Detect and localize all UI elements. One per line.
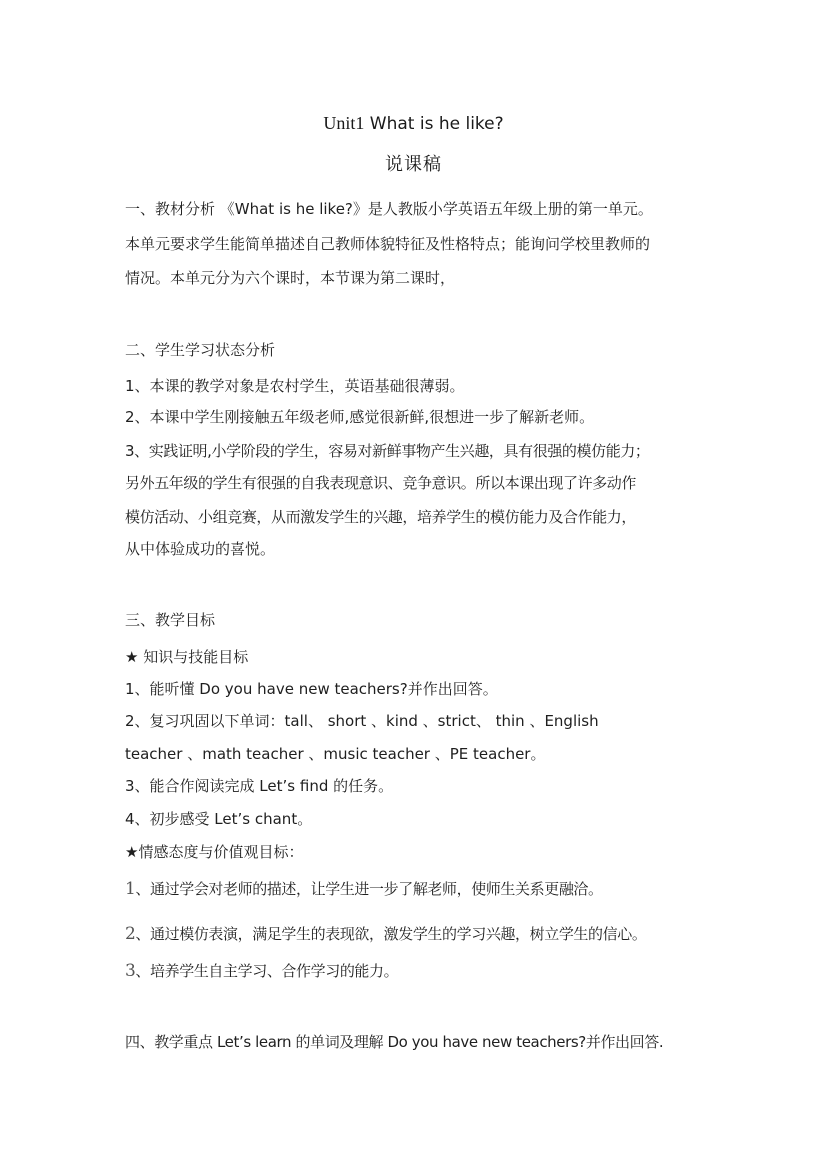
list-item: 4、初步感受 Let’s chant。 <box>125 810 313 828</box>
list-number: 2 <box>125 924 136 944</box>
section-1-heading: 一、教材分析 《What is he like?》是人教版小学英语五年级上册的第一单元。 <box>125 200 653 218</box>
list-item: 2、本课中学生刚接触五年级老师,感觉很新鲜,很想进一步了解新老师。 <box>125 408 595 426</box>
list-number: 3 <box>125 961 136 981</box>
section-2-heading: 二、学生学习状态分析 <box>125 341 276 359</box>
list-item <box>125 878 715 900</box>
paragraph-line: 情况。本单元分为六个课时，本节课为第二课时， <box>125 269 456 287</box>
paragraph-line: 从中体验成功的喜悦。 <box>125 540 276 558</box>
paragraph-line: 另外五年级的学生有很强的自我表现意识、竞争意识。所以本课出现了许多动作 <box>125 474 637 492</box>
list-item <box>125 923 715 945</box>
section-3-heading: 三、教学目标 <box>125 611 216 629</box>
document-title <box>0 111 827 136</box>
list-number: 1 <box>125 879 136 899</box>
list-item-text: 、培养学生自主学习、合作学习的能力。 <box>135 962 399 980</box>
title-unit: Unit1 <box>323 113 365 133</box>
list-item: 2、复习巩固以下单词：tall、 short 、kind 、strict、 thin 、English <box>125 712 599 730</box>
list-item: 1、能听懂 Do you have new teachers?并作出回答。 <box>125 680 498 698</box>
paragraph-line: teacher 、math teacher 、music teacher 、PE teacher。 <box>125 745 546 763</box>
title-text: What is he like? <box>364 114 504 134</box>
subsection-heading: ★ 知识与技能目标 <box>125 648 249 666</box>
document-subtitle: 说课稿 <box>385 154 442 175</box>
subsection-heading: ★情感态度与价值观目标： <box>125 843 304 861</box>
list-item: 1、本课的教学对象是农村学生，英语基础很薄弱。 <box>125 377 465 395</box>
paragraph-line: 模仿活动、小组竞赛，从而激发学生的兴趣，培养学生的模仿能力及合作能力， <box>125 508 637 526</box>
list-item <box>125 960 715 982</box>
paragraph-line: 本单元要求学生能简单描述自己教师体貌特征及性格特点；能询问学校里教师的 <box>125 235 651 253</box>
list-item-text: 、通过学会对老师的描述，让学生进一步了解老师，使师生关系更融洽。 <box>135 880 603 898</box>
list-item-text: 、通过模仿表演，满足学生的表现欲，激发学生的学习兴趣，树立学生的信心。 <box>135 925 647 943</box>
section-4-heading: 四、教学重点 Let’s learn 的单词及理解 Do you have new teachers?并作出回答. <box>125 1033 664 1051</box>
list-item: 3、实践证明,小学阶段的学生，容易对新鲜事物产生兴趣，具有很强的模仿能力； <box>125 442 650 460</box>
list-item: 3、能合作阅读完成 Let’s find 的任务。 <box>125 777 394 795</box>
